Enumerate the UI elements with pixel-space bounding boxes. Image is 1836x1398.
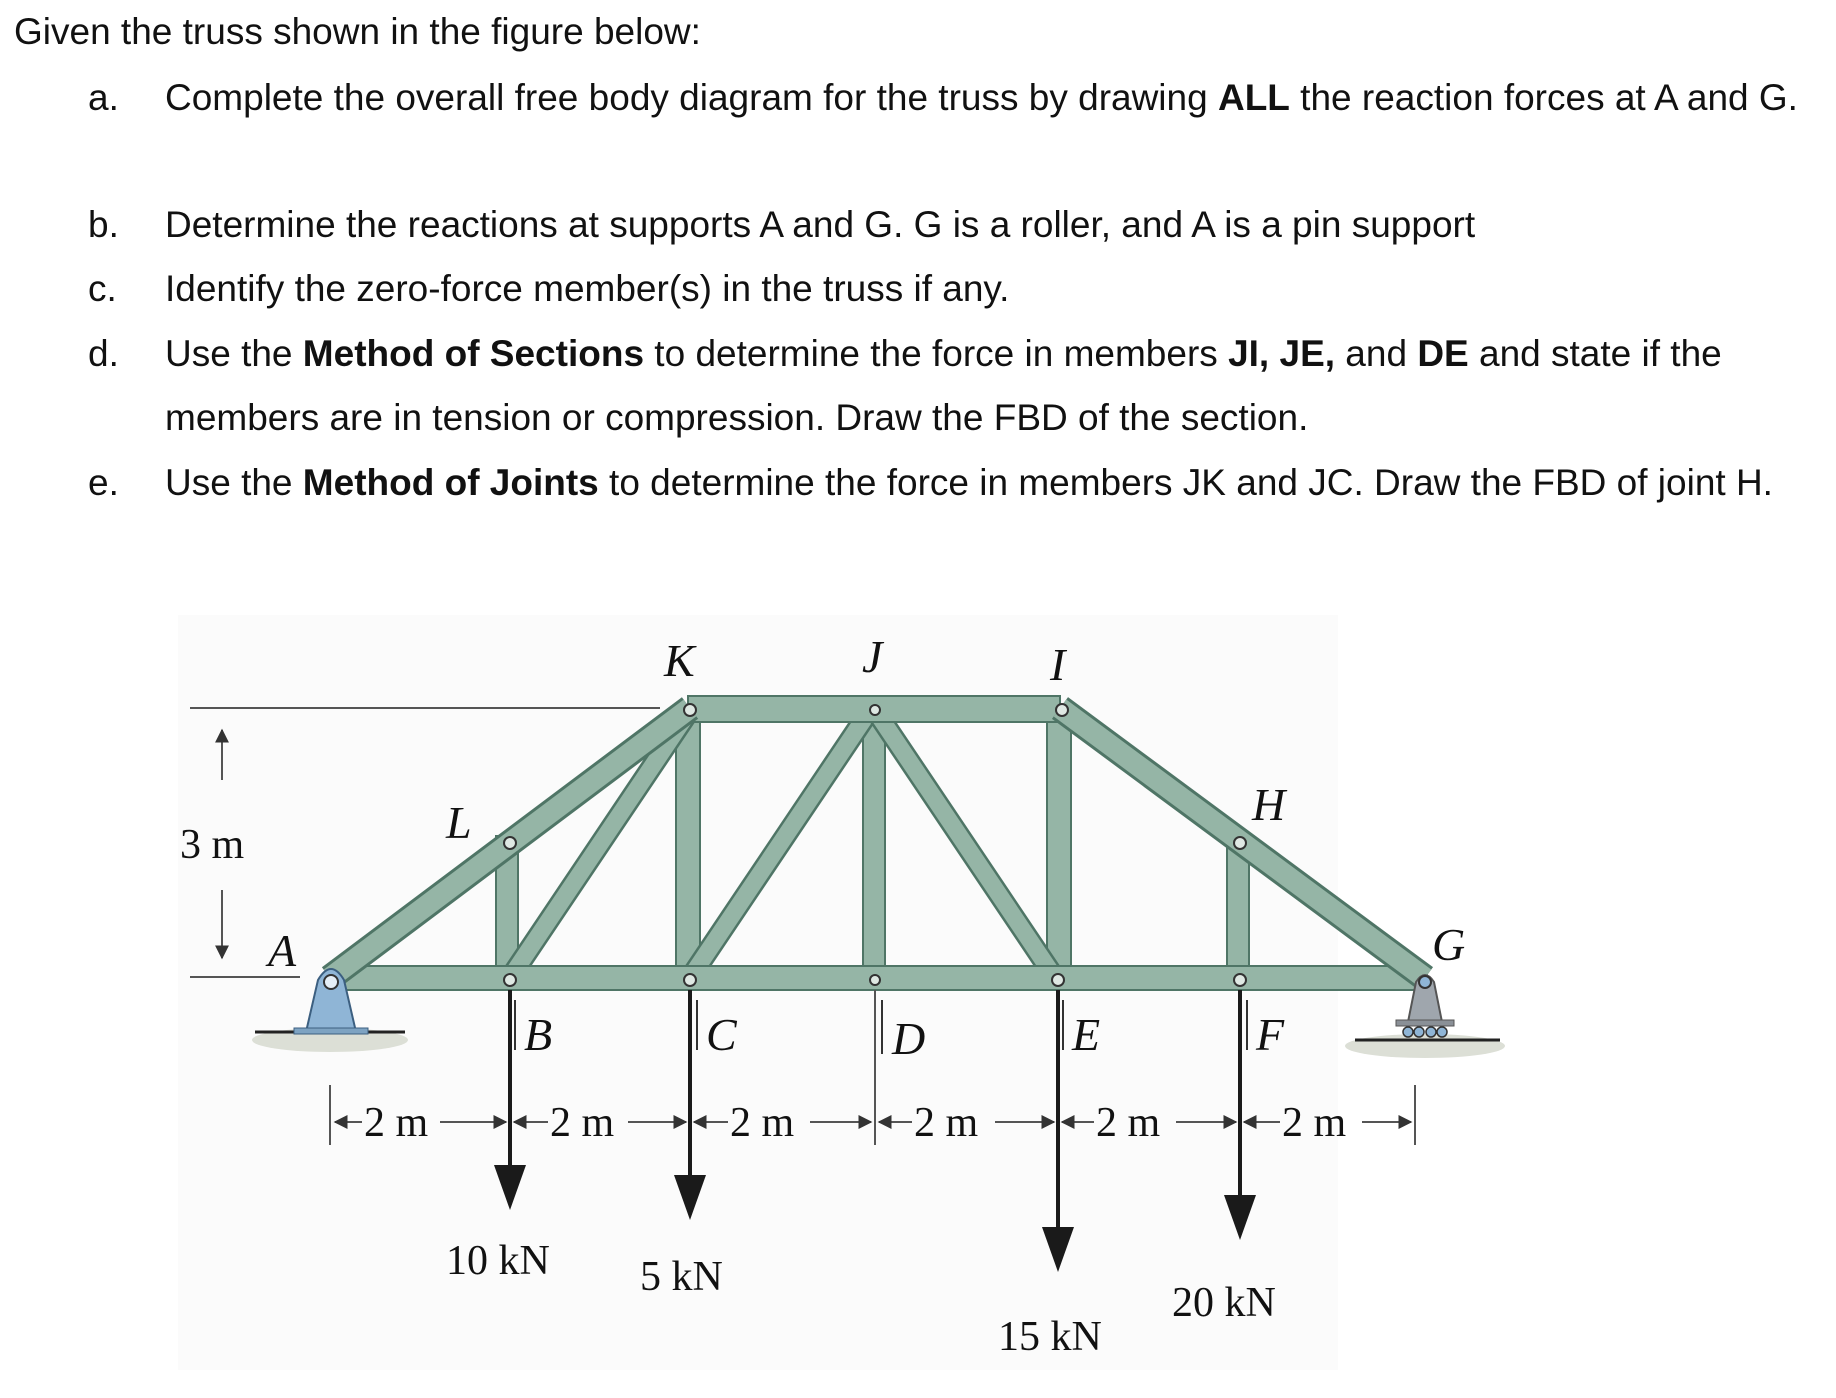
item-text-segment: to determine the force in members: [644, 333, 1229, 374]
span-label: 2 m: [914, 1100, 979, 1146]
item-text-bold: JI, JE,: [1228, 333, 1336, 374]
pin-B: [504, 974, 516, 986]
item-letter: d.: [88, 333, 119, 374]
member-KC: [676, 708, 700, 976]
item-letter: a.: [88, 77, 119, 118]
joint-label-K: K: [664, 635, 695, 686]
joint-label-C: C: [706, 1009, 737, 1060]
joint-label-B: B: [524, 1009, 553, 1060]
span-label: 2 m: [730, 1100, 795, 1146]
span-label: 2 m: [364, 1100, 429, 1146]
ground-right: [1345, 1034, 1505, 1058]
joint-label-L: L: [446, 797, 472, 848]
item-text: [165, 322, 1825, 450]
pin-K: [684, 704, 696, 716]
pin-J: [870, 705, 880, 715]
joint-label-I: I: [1050, 639, 1066, 690]
item-letter: e.: [88, 462, 119, 503]
span-label: 2 m: [1282, 1100, 1347, 1146]
figure-background: [178, 615, 1338, 1370]
joint-label-A: A: [268, 925, 297, 976]
joint-label-E: E: [1072, 1009, 1101, 1060]
joint-label-D: D: [892, 1013, 926, 1064]
joint-label-F: F: [1256, 1009, 1285, 1060]
load-label-E: 15 kN: [998, 1314, 1102, 1360]
item-text-segment: the reaction forces at A and G.: [1289, 77, 1798, 118]
pin-F: [1234, 974, 1246, 986]
item-text-segment: Use the: [165, 333, 303, 374]
item-text-segment: Identify the zero-force member(s) in the truss if any.: [165, 268, 1010, 309]
span-label: 2 m: [550, 1100, 615, 1146]
span-label: 2 m: [1096, 1100, 1161, 1146]
truss-figure: [0, 600, 1836, 1390]
pin-I: [1056, 704, 1068, 716]
load-label-F: 20 kN: [1172, 1280, 1276, 1326]
joint-label-J: J: [862, 631, 883, 682]
item-text-segment: and: [1335, 333, 1418, 374]
pin-H: [1234, 837, 1246, 849]
item-text-segment: and state if the members are in tension or compression. Draw the FBD of the section.: [165, 333, 1722, 438]
load-label-B: 10 kN: [446, 1238, 550, 1284]
item-letter: b.: [88, 204, 119, 245]
item-text: [165, 451, 1825, 515]
height-label: 3 m: [180, 822, 245, 868]
item-text: [165, 66, 1825, 130]
item-text-segment: to determine the force in members JK and JC. Draw the FBD of joint H.: [598, 462, 1773, 503]
load-label-C: 5 kN: [640, 1254, 723, 1300]
member-JD: [863, 708, 885, 976]
pin-E: [1052, 974, 1064, 986]
item-text-segment: Determine the reactions at supports A and G. G is a roller, and A is a pin support: [165, 204, 1476, 245]
joint-label-G: G: [1432, 919, 1466, 970]
item-letter: c.: [88, 268, 117, 309]
pin-C: [684, 974, 696, 986]
item-text-segment: Use the: [165, 462, 303, 503]
question-intro: Given the truss shown in the figure below:: [14, 11, 701, 52]
item-text: [165, 257, 1825, 321]
item-text-bold: Method of Joints: [302, 462, 599, 503]
item-text-bold: ALL: [1217, 77, 1290, 118]
pin-D: [870, 975, 880, 985]
item-text-bold: DE: [1417, 333, 1469, 374]
joint-label-H: H: [1252, 779, 1286, 830]
item-text-segment: Complete the overall free body diagram for the truss by drawing: [165, 77, 1218, 118]
pin-L: [504, 837, 516, 849]
item-text: [165, 193, 1825, 257]
member-IE: [1047, 708, 1071, 976]
item-text-bold: Method of Sections: [302, 333, 645, 374]
